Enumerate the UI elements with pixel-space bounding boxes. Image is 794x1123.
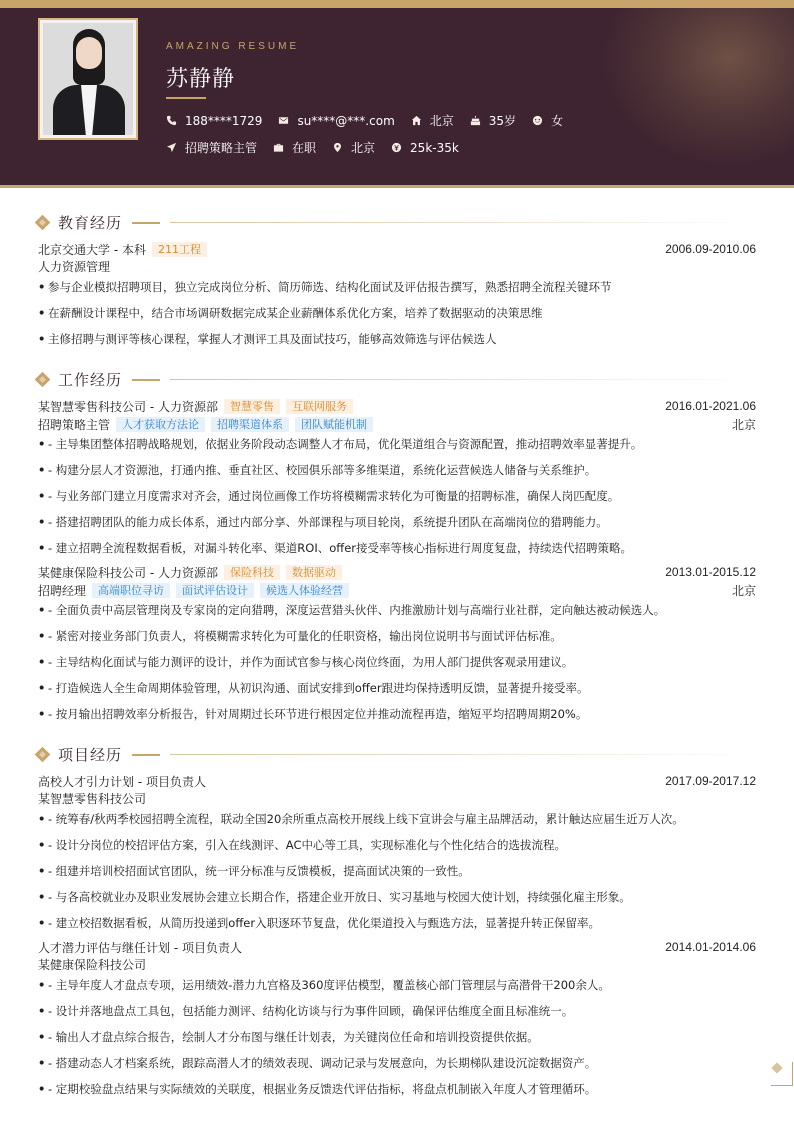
header-bottom-bar xyxy=(0,185,794,188)
school-tag: 211工程 xyxy=(152,242,207,257)
industry-tag: 互联网服务 xyxy=(286,399,353,414)
gender-item xyxy=(532,112,563,129)
section-project-title xyxy=(34,744,764,765)
section-work-title xyxy=(34,369,764,390)
project-name: 高校人才引力计划 - 项目负责人 xyxy=(38,774,206,789)
phone-value: 188****1729 xyxy=(185,113,263,128)
list-item: • - 与各高校就业办及职业发展协会建立长期合作，搭建企业开放日、实习基地与校园大使计划，持续强化雇主形象。 xyxy=(38,890,631,904)
target-city-item xyxy=(332,139,375,156)
target-job-item xyxy=(166,139,257,156)
list-item: • 主修招聘与测评等核心课程，掌握人才测评工具及面试技巧，能够高效筛选与评估候选人 xyxy=(38,332,497,346)
target-city-value: 北京 xyxy=(351,141,376,155)
section-label: 工作经历 xyxy=(58,371,123,389)
list-item: • - 与业务部门建立月度需求对齐会，通过岗位画像工作坊将模糊需求转化为可衡量的招聘标准，确保人岗匹配度。 xyxy=(38,489,620,503)
list-item: • - 搭建动态人才档案系统，跟踪高潜人才的绩效表现、调动记录与发展意向，为长期梯队建设沉淀数据资产。 xyxy=(38,1056,597,1070)
status-value: 在职 xyxy=(292,141,317,155)
hometown-item xyxy=(411,112,454,129)
project-name: 人才潜力评估与继任计划 - 项目负责人 xyxy=(38,940,242,955)
hometown-value: 北京 xyxy=(429,114,454,128)
contact-row xyxy=(166,112,579,129)
section-label: 项目经历 xyxy=(58,746,123,764)
target-job-value: 招聘策略主管 xyxy=(185,141,258,155)
list-item: • - 定期校验盘点结果与实际绩效的关联度，根据业务反馈迭代评估指标，将盘点机制嵌入年度人才管理循环。 xyxy=(38,1082,597,1096)
job-intention-row xyxy=(166,139,475,156)
skill-tag: 团队赋能机制 xyxy=(295,417,373,432)
coin-icon xyxy=(391,142,402,153)
diamond-icon xyxy=(35,747,51,763)
list-item: • - 主导集团整体招聘战略规划，依据业务阶段动态调整人才布局，优化渠道组合与资源配置，推动招聘效率显著提升。 xyxy=(38,437,643,451)
resume-header xyxy=(0,8,794,186)
list-item: • - 紧密对接业务部门负责人，将模糊需求转化为可量化的任职资格，输出岗位说明书与面试评估标准。 xyxy=(38,629,562,643)
list-item: • 参与企业模拟招聘项目，独立完成岗位分析、简历筛选、结构化面试及评估报告撰写，熟悉招聘全流程关键环节 xyxy=(38,280,612,294)
education-date: 2006.09-2010.06 xyxy=(665,242,756,256)
header-glow xyxy=(600,8,794,168)
name-underline xyxy=(166,97,206,99)
header-top-bar xyxy=(0,0,794,8)
project-header xyxy=(38,939,756,955)
job-title: 招聘策略主管 xyxy=(38,417,111,432)
list-item: • - 输出人才盘点综合报告，绘制人才分布图与继任计划表，为关键岗位任命和培训投资提供依据。 xyxy=(38,1030,539,1044)
age-value: 35岁 xyxy=(488,114,517,128)
list-item: • - 打造候选人全生命周期体验管理，从初识沟通、面试安排到offer跟进均保持透明反馈，显著提升接受率。 xyxy=(38,681,589,695)
list-item: • - 主导年度人才盘点专项，运用绩效-潜力九宫格及360度评估模型，覆盖核心部门管理层与高潜骨干200余人。 xyxy=(38,978,610,992)
school-name: 北京交通大学 - 本科 xyxy=(38,242,146,257)
list-item: • - 设计并落地盘点工具包，包括能力测评、结构化访谈与行为事件回顾，确保评估维度全面且标准统一。 xyxy=(38,1004,574,1018)
industry-tag: 智慧零售 xyxy=(224,399,280,414)
job-title: 招聘经理 xyxy=(38,583,87,598)
candidate-name: 苏静静 xyxy=(166,67,236,92)
briefcase-icon xyxy=(273,142,284,153)
list-item: • - 建立校招数据看板，从简历投递到offer入职逐环节复盘，优化渠道投入与甄选方法，显著提升转正保留率。 xyxy=(38,916,601,930)
email-item xyxy=(278,114,394,128)
status-item xyxy=(273,139,316,156)
email-value: su****@***.com xyxy=(297,113,395,128)
company-name: 某健康保险科技公司 - 人力资源部 xyxy=(38,565,218,580)
send-icon xyxy=(166,142,177,153)
work-title-row xyxy=(38,582,756,598)
profile-photo xyxy=(38,18,138,140)
home-icon xyxy=(411,115,422,126)
gender-value: 女 xyxy=(551,114,564,128)
phone-icon xyxy=(166,115,177,126)
list-item: • - 构建分层人才资源池，打通内推、垂直社区、校园俱乐部等多维渠道，系统化运营候选人储备与关系维护。 xyxy=(38,463,597,477)
list-item: • - 按月输出招聘效率分析报告，针对周期过长环节进行根因定位并推动流程再造，缩短平均招聘周期20%。 xyxy=(38,707,588,721)
age-item xyxy=(470,112,516,129)
industry-tag: 保险科技 xyxy=(224,565,280,580)
skill-tag: 招聘渠道体系 xyxy=(211,417,289,432)
list-item: • - 组建并培训校招面试官团队，统一评分标准与反馈模板，提高面试决策的一致性。 xyxy=(38,864,470,878)
list-item: • - 统筹春/秋两季校园招聘全流程，联动全国20余所重点高校开展线上线下宣讲会与雇主品牌活动，累计触达应届生近万人次。 xyxy=(38,812,684,826)
company-name: 某智慧零售科技公司 - 人力资源部 xyxy=(38,399,218,414)
project-header xyxy=(38,773,756,789)
major: 人力资源管理 xyxy=(38,260,111,274)
phone-item xyxy=(166,114,262,128)
location-pin-icon xyxy=(332,142,343,153)
industry-tag: 数据驱动 xyxy=(286,565,342,580)
work-title-row xyxy=(38,416,756,432)
list-item: • - 搭建招聘团队的能力成长体系，通过内部分享、外部课程与项目轮岗，系统提升团队在高端岗位的猎聘能力。 xyxy=(38,515,608,529)
skill-tag: 人才获取方法论 xyxy=(116,417,205,432)
cake-icon xyxy=(470,115,481,126)
list-item: • 在薪酬设计课程中，结合市场调研数据完成某企业薪酬体系优化方案，培养了数据驱动的决策思维 xyxy=(38,306,543,320)
section-education-title xyxy=(34,212,764,233)
diamond-icon xyxy=(35,372,51,388)
salary-value: 25k-35k xyxy=(410,140,459,155)
work-date: 2016.01-2021.06 xyxy=(665,399,756,413)
work-city: 北京 xyxy=(731,417,756,432)
skill-tag: 面试评估设计 xyxy=(176,583,254,598)
skill-tag: 候选人体验经营 xyxy=(260,583,349,598)
section-label: 教育经历 xyxy=(58,214,123,232)
diamond-icon xyxy=(35,215,51,231)
list-item: • - 建立招聘全流程数据看板，对漏斗转化率、渠道ROI、offer接受率等核心指标进行周度复盘，持续迭代招聘策略。 xyxy=(38,541,632,555)
smile-icon xyxy=(532,115,543,126)
project-date: 2014.01-2014.06 xyxy=(665,940,756,954)
project-org: 某健康保险科技公司 xyxy=(38,958,147,972)
work-header xyxy=(38,398,756,414)
resume-tagline: AMAZING RESUME xyxy=(166,41,300,52)
project-org: 某智慧零售科技公司 xyxy=(38,792,147,806)
list-item: • - 主导结构化面试与能力测评的设计，并作为面试官参与核心岗位终面，为用人部门提供客观录用建议。 xyxy=(38,655,574,669)
portrait xyxy=(43,23,133,135)
work-header xyxy=(38,564,756,580)
list-item: • - 全面负责中高层管理岗及专家岗的定向猎聘，深度运营猎头伙伴、内推激励计划与高端行业社群，定向触达被动候选人。 xyxy=(38,603,666,617)
work-date: 2013.01-2015.12 xyxy=(665,565,756,579)
education-header xyxy=(38,241,756,257)
work-city: 北京 xyxy=(731,583,756,598)
project-date: 2017.09-2017.12 xyxy=(665,774,756,788)
skill-tag: 高端职位寻访 xyxy=(92,583,170,598)
list-item: • - 设计分岗位的校招评估方案，引入在线测评、AC中心等工具，实现标准化与个性化结合的选拔流程。 xyxy=(38,838,566,852)
mail-icon xyxy=(278,115,289,126)
salary-item xyxy=(391,141,459,155)
